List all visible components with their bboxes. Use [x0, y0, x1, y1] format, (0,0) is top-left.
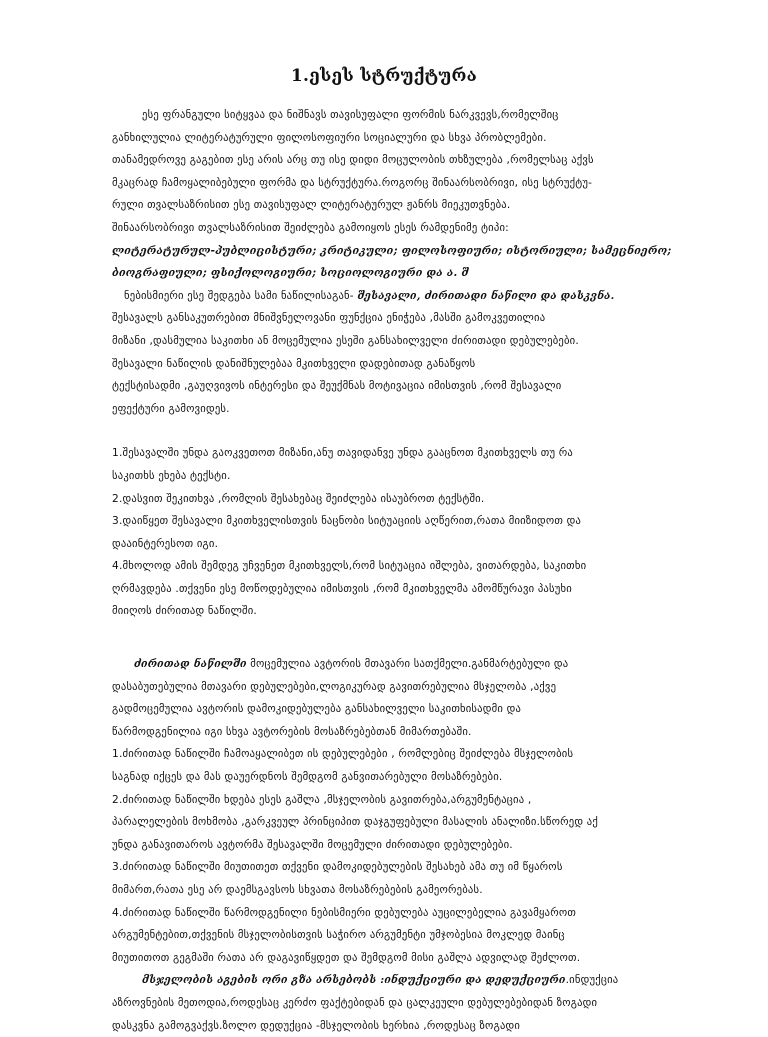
intro-section-line: ტექსტისადმი ,გაუღვივოს ინტერესი და შეუქმნას მოტივაცია იმისთვის ,რომ შესავალი [112, 380, 562, 393]
document-title: 1.ესეს სტრუქტურა [290, 66, 478, 86]
intro-rule-line: 2.დასვით შეკითხვა ,რომლის შესახებაც შეიძლება ისაუბროთ ტექსტში. [112, 492, 485, 505]
intro-rule-line: მიიღოს ძირითად ნაწილში. [112, 605, 257, 618]
reasoning-line: აზროვნების მეთოდია,როდესაც კერძო ფაქტებიდან და ცალკეული დებულებებიდან ზოგადი [112, 996, 598, 1009]
main-section-line: გადმოცემულია ავტორის დამოკიდებულება განსახილველი საკითხისადმი და [112, 703, 522, 716]
essay-parts-line [112, 285, 712, 308]
intro-line: რული თვალსაზრისით ესე თავისუფალ ლიტერატურულ ჟანრს მიეკუთვნება. [112, 199, 511, 212]
main-rule-line: პარალელების მოხმობა ,გარკვეულ პრინციპით დაჯგუფებული მასალის ანალიზი.სწორედ აქ [112, 816, 598, 829]
intro-rule-line: საკითხს ეხება ტექსტი. [112, 469, 231, 482]
main-section-heading: ძირითად ნაწილში [134, 658, 247, 671]
intro-section-line: შესავალი ნაწილის დანიშნულებაა მკითხველი დადებითად განაწყოს [112, 357, 476, 370]
intro-rule-line: დააინტერესოთ იგი. [112, 537, 219, 550]
document-body [112, 104, 712, 1037]
intro-rule-line: ღრმავდება .თქვენი ესე მოწოდებულია იმისთვის ,რომ მკითხველმა ამომწურავი პასუხი [112, 582, 572, 595]
intro-section-line: შესავალს განსაკუთრებით მნიშვნელოვანი ფუნქცია ენიჭება ,მასში გამოკვეთილია [112, 312, 546, 325]
main-rule-line: 2.ძირითად ნაწილში ხდება ესეს გაშლა ,მსჯელობის გავითრება,არგუმენტაცია , [112, 793, 532, 806]
main-section-line: დასაბუთებულია მთავარი დებულებები,ლოგიკურად გავითრებულია მსჯელობა ,აქვე [112, 680, 557, 693]
reasoning-line: დასკვნა გამოგვაქვს.ზოლო დედუქცია -მსჯელობის ხერხია ,როდესაც ზოგადი [112, 1019, 521, 1032]
main-section-line: წარმოდგენილია იგი სხვა ავტორების მოსაზრებებთან მიმართებაში. [112, 725, 472, 738]
reasoning-text: .ინდუქცია [565, 974, 619, 987]
main-rule-line: არგუმენტებით,თქვენის მსჯელობისთვის საჭირო არგუმენტი უმჯობესია მოკლედ მაინც [112, 929, 565, 942]
intro-line: მკაცრად ჩამოყალიბებული ფორმა და სტრუქტურა.როგორც შინაარსობრივი, ისე სტრუქტუ- [112, 176, 593, 189]
main-rule-line: მიუთითოთ გეგმაში რათა არ დაგავიწყდეთ და შემდგომ მისი გაშლა ადვილად შეძლოთ. [112, 951, 581, 964]
intro-line: თანამედროვე გაგებით ესე არის არც თუ ისე დიდი მოცულობის თხზულება ,რომელსაც აქვს [112, 154, 594, 167]
main-rule-line: მიმართ,რათა ესე არ დაემსგავსოს სხვათა მოსაზრებების გამეორებას. [112, 884, 483, 896]
intro-line: ესე ფრანგული სიტყვაა და ნიშნავს თავისუფალი ფორმის ნარკვევს,რომელშიც [142, 109, 559, 121]
intro-line: განხილულია ლიტერატურული ფილოსოფიური სოციალური და სხვა პრობლემები. [112, 131, 547, 144]
essay-parts-names: შესავალი, ძირითადი ნაწილი და დასკვნა. [357, 289, 615, 302]
essay-parts-text: ნებისმიერი ესე შედგება სამი ნაწილისაგან- [124, 289, 358, 302]
main-section-text: მოცემულია ავტორის მთავარი სათქმელი.განმარტებული და [246, 658, 569, 671]
intro-line: შინაარსობრივი თვალსაზრისით შეიძლება გამოიყოს ესეს რამდენიმე ტიპი: [112, 221, 509, 234]
reasoning-heading: მსჯელობის აგების ორი გზა არსებობს :ინდუქციური და დედუქციური [142, 974, 566, 987]
intro-rule-line: 3.დაიწყეთ შესავალი მკითხველისთვის ნაცნობი სიტუაციის აღწერით,რათა მიიზიდოთ და [112, 515, 582, 528]
intro-rule-line: 1.შესავალში უნდა გაოკვეთოთ მიზანი,ანუ თავიდანვე უნდა გააცნოთ მკითხველს თუ რა [112, 447, 573, 460]
reasoning-first-line [112, 969, 712, 992]
essay-types-line: ბიოგრაფიული; ფსიქოლოგიური; სოციოლოგიური და ა. შ [112, 266, 469, 280]
paragraph-gap [112, 420, 712, 442]
intro-rule-line: 4.მხოლოდ ამის შემდეგ უჩვენეთ მკითხველს,რომ სიტუაცია იშლება, ვითარდება, საკითხი [112, 560, 587, 573]
main-section-first-line [112, 653, 712, 676]
main-rule-line: 4.ძირითად ნაწილში წარმოდგენილი ნებისმიერი დებულება აუცილებელია გავამყაროთ [112, 906, 577, 919]
intro-section-line: ეფექტური გამოვიდეს. [112, 402, 230, 415]
intro-section-line: მიზანი ,დასმულია საკითხი ან მოცემულია ესეში განსახილველი ძირითადი დებულებები. [112, 334, 579, 347]
essay-types-line: ლიტერატურულ-პუბლიცისტური; კრიტიკული; ფილოსოფიური; ისტორიული; სამეცნიერო; [112, 243, 672, 257]
main-rule-line: 1.ძირითად ნაწილში ჩამოაყალიბეთ ის დებულებები , რომლებიც შეიძლება მსჯელობის [112, 748, 574, 761]
main-rule-line: 3.ძირითად ნაწილში მიუთითეთ თქვენი დამოკიდებულების შესახებ ამა თუ იმ წყაროს [112, 861, 563, 874]
main-rule-line: უნდა განავითაროს ავტორმა შესავალში მოცემული ძირითადი დებულებები. [112, 838, 513, 851]
paragraph-gap [112, 623, 712, 653]
main-rule-line: საგნად იქცეს და მას დაუერდნოს შემდგომ განვითარებული მოსაზრებები. [112, 771, 503, 784]
